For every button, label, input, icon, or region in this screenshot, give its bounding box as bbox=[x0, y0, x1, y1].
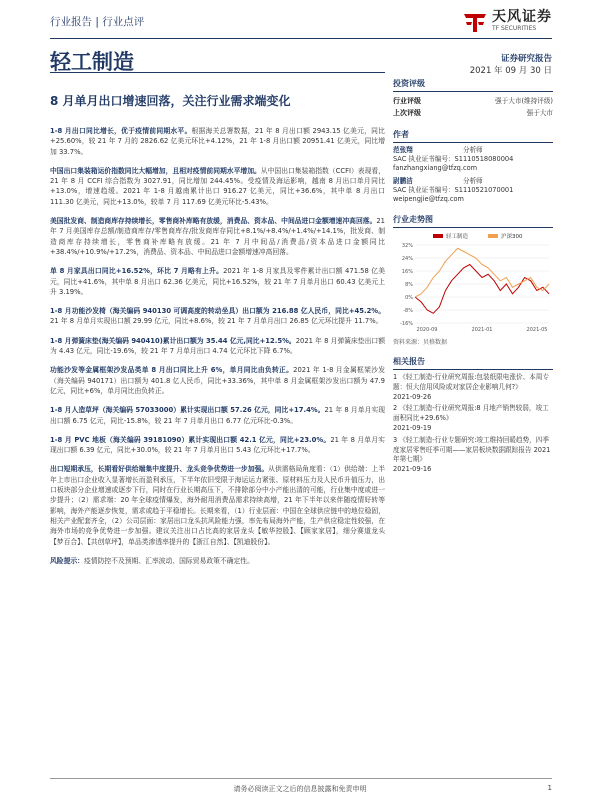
paragraph-body: 21 年 8 月单月实现出口额 6.39 亿元，同比+30.0%，较 21 年 7 月单月出口 5.43 亿元环比+17.7%。 bbox=[50, 435, 385, 455]
author-cert: SAC 执业证书编号：S1110518080004 bbox=[393, 155, 514, 163]
body-paragraph bbox=[50, 464, 385, 546]
trend-chart bbox=[393, 231, 553, 335]
author-name: 尉鹏洁 bbox=[393, 177, 413, 185]
x-tick-label: 2021-01 bbox=[471, 327, 493, 333]
related-report-title: 3 《轻工制造-行业专题研究:竣工维持回暖趋势，四季度家居零售旺季可期——家居板块数据跟踪报告 2021 年第七期》 bbox=[393, 435, 551, 464]
prev-rating-label: 上次评级 bbox=[393, 109, 421, 117]
author-name: 范张翔 bbox=[393, 146, 413, 154]
trend-header: 行业走势图 bbox=[393, 214, 553, 228]
paragraph-body: 2021 年 1-8 月金属框架沙发（海关编码 940171）出口额为 401.8 亿人民币，同比+33.36%，其中单 8 月金属框架沙发出口额为 47.9 亿元，同比+6%，单月同比由负转正。 bbox=[50, 366, 385, 395]
legend-swatch bbox=[488, 234, 498, 238]
chart-source: 资料来源：贝格数据 bbox=[393, 339, 448, 346]
paragraph-lead: 功能沙发等金属框架沙发品类单 8 月出口同比上升 6%，单月同比由负转正。 bbox=[50, 366, 294, 375]
page-number: 1 bbox=[547, 784, 552, 792]
page-header bbox=[0, 0, 600, 44]
body-paragraph bbox=[50, 166, 385, 207]
paragraph-body: 21 年 8 月单月实现出口额 6.75 亿元，同比-15.8%，较 21 年 7 月单月出口 6.77 亿元环比-0.3%。 bbox=[50, 406, 385, 425]
body-paragraph bbox=[50, 405, 385, 426]
rating-label: 行业评级 bbox=[393, 97, 421, 105]
sector-divider bbox=[50, 72, 385, 73]
sector-title: 轻工制造 bbox=[50, 50, 134, 74]
author-card bbox=[393, 177, 553, 204]
risk-paragraph bbox=[50, 556, 385, 566]
author-cert: SAC 执业证书编号：S1110521070001 bbox=[393, 186, 514, 194]
header-divider bbox=[50, 38, 552, 39]
related-report[interactable] bbox=[393, 404, 553, 433]
paragraph-body: 从中国出口集装箱指数（CCFI）表现看，21 年 8 月 CCFI 综合指数为 3027.91，同比增加 244.45%。受疫情及海运影响，越南 8 月出口单月同比+13.0%，增速趋缓。2021 年 1-8 月越南累计出口 916.27 亿美元，同比+36.6%，其中单 8 月出口 111.30 亿美元，同比+13.0%，较单 7 月 117.69 亿美元环比-5.43%。 bbox=[50, 166, 386, 206]
body-paragraph bbox=[50, 126, 385, 157]
legend-swatch bbox=[433, 234, 443, 238]
risk-body: 疫情防控不及预期、汇率波动、国际贸易政策不确定性。 bbox=[83, 556, 254, 565]
related-report-date: 2021-09-16 bbox=[393, 465, 432, 474]
paragraph-lead: 出口短期承压，长期看好供给端集中度提升、龙头竞争优势进一步加强。 bbox=[50, 465, 269, 474]
paragraph-lead: 1-8 月弹簧床垫(海关编码 940410)累计出口额为 35.44 亿元,同比+12.5%。 bbox=[50, 336, 296, 345]
paragraph-lead: 美国批发商、制造商库存持续增长，零售商补库略有放缓，消费品、资本品、中间品进口金额增速冲高回落。 bbox=[50, 217, 377, 226]
footer-disclaimer: 请务必阅读正文之后的信息披露和免责申明 bbox=[233, 785, 367, 793]
author-role: 分析师 bbox=[463, 146, 483, 154]
related-report-date: 2021-09-26 bbox=[393, 392, 432, 401]
trend-section bbox=[393, 214, 553, 346]
x-tick-label: 2020-09 bbox=[416, 327, 438, 333]
logo-name: 天风证券 bbox=[492, 9, 552, 25]
paragraph-lead: 1-8 月功能沙发椅（海关编码 940130 可调高度的转动坐具）出口额为 216.88 亿人民币，同比+45.2%。 bbox=[50, 307, 385, 316]
risk-lead: 风险提示： bbox=[50, 556, 84, 565]
legend-label: 轻工制造 bbox=[446, 234, 469, 240]
sidebar bbox=[393, 78, 553, 477]
y-tick-label: 16% bbox=[401, 269, 413, 275]
paragraph-body: 2021 年 8 月弹簧床垫出口额为 4.43 亿元，同比-19.6%，较 21 年 7 月单月出口 4.74 亿元环比下降 6.7%。 bbox=[50, 336, 385, 356]
y-tick-label: 0% bbox=[405, 295, 413, 301]
related-report-title: 2 《轻工制造-行业研究周报:8 月地产销售较弱，竣工面积同比+29.6%》 bbox=[393, 404, 549, 423]
related-report-title: 1 《轻工制造-行业研究周报:包装纸限电涨价、本周专题：恒大信用风险或对家居企业影响几何?》 bbox=[393, 373, 549, 391]
related-report[interactable] bbox=[393, 373, 553, 402]
report-type: 证券研究报告 bbox=[500, 54, 552, 64]
company-logo bbox=[462, 6, 552, 36]
rating-value: 强于大市(维持评级) bbox=[495, 97, 553, 105]
paragraph-body: 从供需格局角度看：（1）供给端：上半年上市出口企业收入显著增长而盈利承压，下半年依旧受限于海运运力紧张、原材料压力及人民币升值压力，出口板块部分企业增速或逐步下行，同时在行业长期高压下，不排除部分中小产能出清的可能，行业集中度或进一步提升；（2）需求端：20 年全球疫情爆发，海外耐用消费品需求持续高增，21 年下半年以来伴随疫情好转等影响，海外产能逐步恢复，需求或趋于平稳增长。长期来看，（1）行业层面：中国在全球供应链中的地位稳固，相关产业配套齐全，（2）公司层面：家居出口龙头抗风险能力强，率先布局海外产能，生产供应稳定性较强，在海外市场的竞争优势进一步加强。建议关注出口占比高的家居龙头【敏华控股】、【顾家家居】，细分赛道龙头【梦百合】、【共创草坪】，单品类渗透率提升的【浙江自然】、【凯迪股份】。 bbox=[50, 465, 385, 546]
body-paragraph bbox=[50, 266, 385, 297]
y-tick-label: -8% bbox=[403, 308, 413, 314]
author-email[interactable]: fanzhangxiang@tfzq.com bbox=[393, 164, 478, 172]
related-report-date: 2021-09-19 bbox=[393, 423, 432, 432]
main-body bbox=[50, 126, 385, 575]
paragraph-lead: 单 8 月家具出口同比+16.52%，环比 7 月略有上升。 bbox=[50, 267, 224, 276]
body-paragraph bbox=[50, 365, 385, 396]
related-report[interactable] bbox=[393, 436, 553, 475]
prev-rating-row bbox=[393, 107, 553, 119]
y-tick-label: 8% bbox=[405, 282, 413, 288]
body-paragraph bbox=[50, 336, 385, 357]
author-section bbox=[393, 129, 553, 204]
paragraph-body: 2021 年 1-8 月家具及零件累计出口额 471.58 亿美元，同比+41.6%，其中单 8 月出口 62.36 亿美元，同比+16.52%，较 21 年 7 月单月出口 60.43 亿美元上升 3.19%。 bbox=[50, 267, 386, 296]
series-line bbox=[415, 248, 549, 297]
paragraph-body: 21 年 7 月美国库存总额/制造商库存/零售商库存/批发商库存同比+8.1%/+8.4%/+1.4%/+14.1%，批发商、制造商库存持续增长，零售商补库略有放缓。21 年 7 月中间品/消费品/资本品进口金额同比+38.4%/+10.9%/+17.2%，消费品、资本品、中间品进口金额增速冲高回落。 bbox=[50, 217, 385, 256]
author-role: 分析师 bbox=[463, 177, 483, 185]
paragraph-lead: 1-8 月 PVC 地板（海关编码 39181090）累计实现出口额 42.1 亿元，同比+23.0%。 bbox=[50, 435, 331, 444]
logo-english: TF SECURITIES bbox=[492, 25, 537, 32]
prev-rating-value: 强于大市 bbox=[526, 109, 553, 117]
body-paragraph bbox=[50, 306, 385, 327]
body-paragraph bbox=[50, 216, 385, 257]
body-paragraph bbox=[50, 435, 385, 456]
footer-divider bbox=[50, 778, 552, 779]
y-tick-label: 24% bbox=[401, 256, 413, 262]
doc-type: 行业报告 | 行业点评 bbox=[50, 16, 145, 28]
paragraph-body: 根据海关总署数据，21 年 8 月出口额 2943.15 亿美元，同比+25.60%，较 21 年 7 月的 2826.62 亿美元环比+4.12%，21 年 1-8 月出口额 20951.41 亿美元，同比增加 33.7%。 bbox=[50, 127, 385, 156]
paragraph-body: 21 年 8 月单月实现出口额 29.99 亿元，同比+8.6%，较 21 年 7 月单月出口 26.85 亿元环比提升 11.7%。 bbox=[50, 317, 383, 326]
x-tick-label: 2021-05 bbox=[526, 327, 548, 333]
rating-row bbox=[393, 95, 553, 107]
related-header: 相关报告 bbox=[393, 356, 553, 370]
series-line bbox=[415, 265, 549, 314]
logo-icon bbox=[462, 8, 488, 34]
y-tick-label: -16% bbox=[400, 321, 413, 327]
trend-chart-svg bbox=[393, 231, 553, 335]
legend-label: 沪深300 bbox=[501, 234, 523, 240]
related-section bbox=[393, 356, 553, 475]
author-header: 作者 bbox=[393, 129, 553, 143]
rating-header: 投资评级 bbox=[393, 78, 553, 92]
paragraph-lead: 1-8 月出口同比增长，优于疫情前同期水平。 bbox=[50, 127, 192, 135]
paragraph-lead: 中国出口集装箱运价指数同比大幅增加，且相对疫情前同期水平增加。 bbox=[50, 166, 261, 175]
y-tick-label: 32% bbox=[401, 243, 413, 249]
report-date: 2021 年 09 月 30 日 bbox=[469, 66, 552, 76]
author-email[interactable]: weipengjie@tfzq.com bbox=[393, 195, 464, 203]
paragraph-lead: 1-8 月人造草坪（海关编码 57033000）累计实现出口额 57.26 亿元，同比+17.4%。 bbox=[50, 406, 325, 415]
report-title: 8 月单月出口增速回落，关注行业需求端变化 bbox=[50, 94, 291, 108]
author-card bbox=[393, 146, 553, 173]
